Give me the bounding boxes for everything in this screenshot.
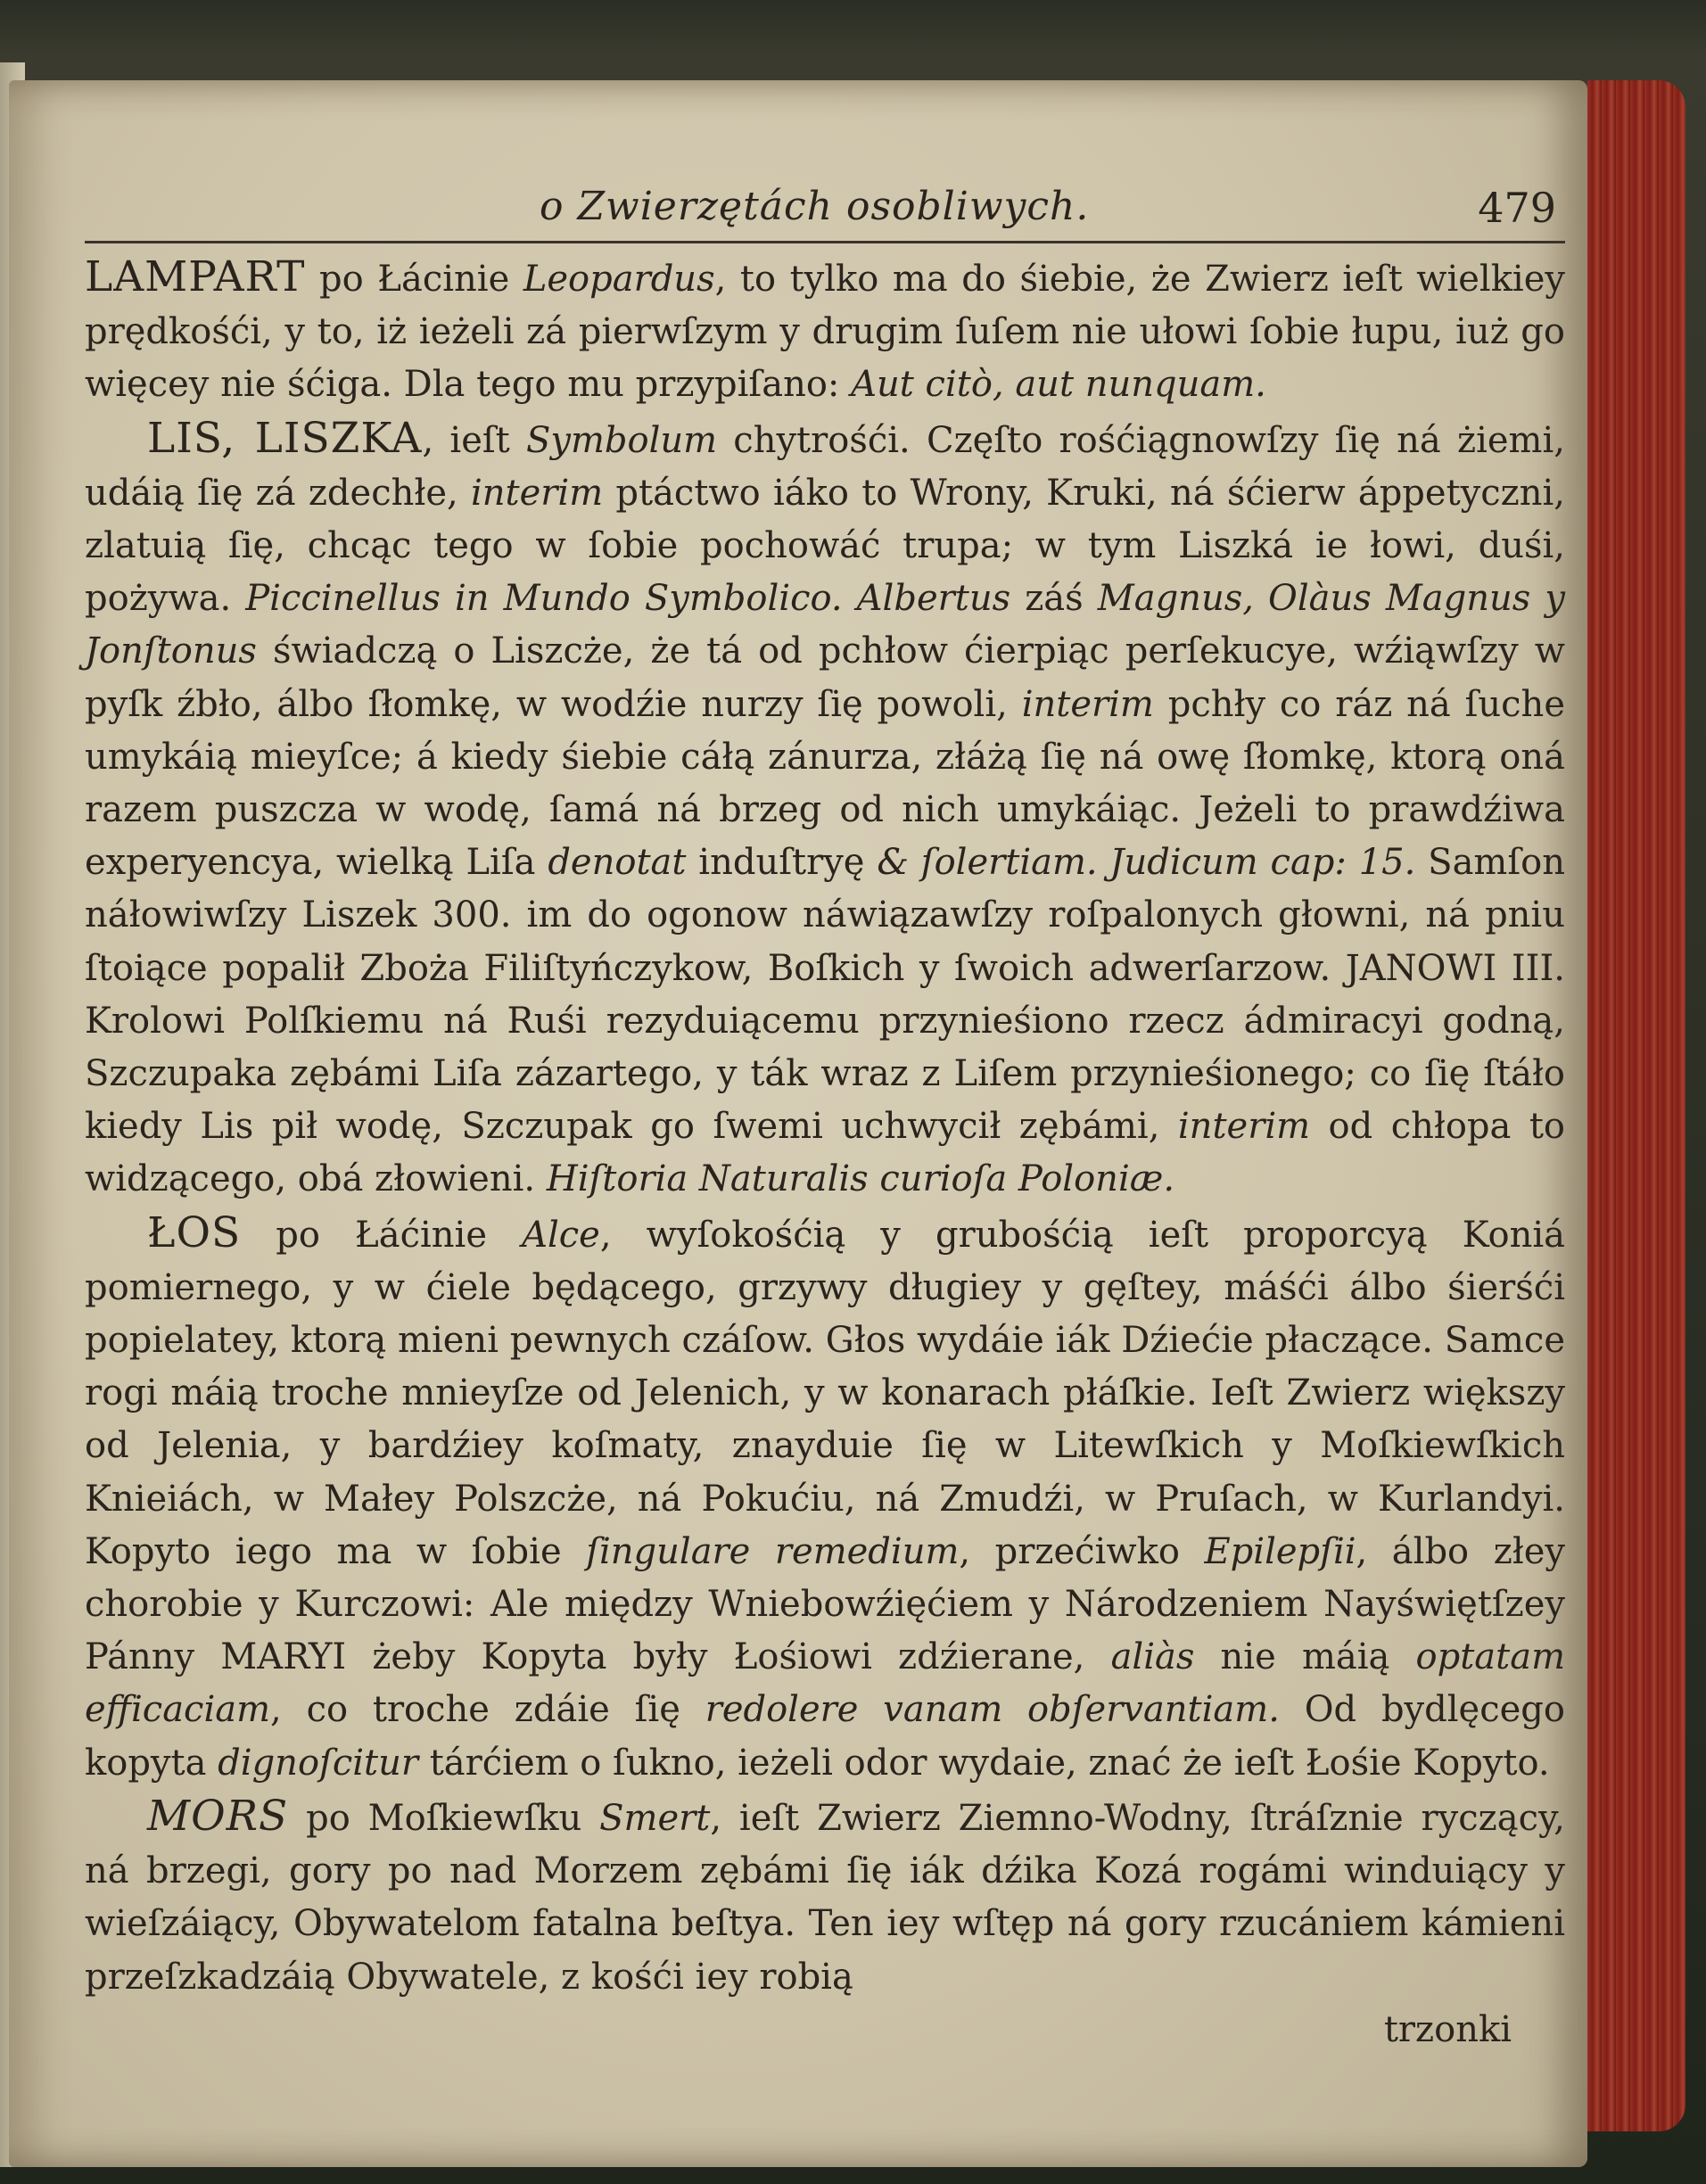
entry-los: ŁOS po Łáćinie Alce, wyſokośćią y grubośćią ieſt proporcyą Koniá pomiernego, y w ćiele będącego, grzywy długiey y gęſtey, máśći álbo śierśći popielatey, ktorą mieni pewnych czáſow. Głos wydáie iák Dźiećie płaczące. Samce rogi máią troche mnieyſze od Jelenich, y w konarach płáſkie. Ieſt Zwierz większy od Jelenia, y bardźiey koſmaty, znayduie ſię w Litewſkich y Moſkiewſkich Knieiách, w Małey Polszcże, ná Pokućiu, ná Zmudźi, w Pruſach, w Kurlandyi. Kopyto iego ma w ſobie ſingulare remedium, przećiwko Epilepſii, álbo złey chorobie y Kurczowi: Ale między Wniebowźięćiem y Národzeniem Nayświętſzey Pánny MARYI żeby Kopyta były Łośiowi zdźierane, aliàs nie máią optatam efficaciam, co troche zdáie ſię redolere vanam obſervantiam. Od bydlęcego kopyta dignoſcitur tárćiem o ſukno, ieżeli odor wydaie, znać że ieſt Łośie Kopyto.	[85, 1207, 1566, 1784]
running-title: o Zwierzętách osobliwych.	[540, 184, 1090, 229]
red-page-edges	[1587, 80, 1685, 2131]
page-text	[85, 178, 1565, 2056]
entry-mors: MORS po Moſkiewſku Smert, ieſt Zwierz Ziemno-Wodny, ſtráſznie ryczący, ná brzegi, gory po nad Morzem zębámi ſię iák dźika Kozá rogámi winduiący y wieſzáiący, Obywatelom fatalna beſtya. Ten iey wſtęp ná gory rzucániem kámieni przeſzkadzáią Obywatele, z kośći iey robią	[85, 1791, 1565, 1998]
entry-lampart: LAMPART po Łácinie Leopardus, to tylko ma do śiebie, że Zwierz ieſt wielkiey prędkośći, y to, iż ieżeli zá pierwſzym y drugim ſuſem nie ułowi ſobie łupu, iuż go więcey nie śćiga. Dla tego mu przypiſano: Aut citò, aut nunquam.	[85, 252, 1565, 406]
entry-lis: LIS, LISZKA, ieſt Symbolum chytrośći. Częſto rośćiągnowſzy ſię ná żiemi, udáią ſię zá zdechłe, interim ptáctwo iáko to Wrony, Kruki, ná śćierw áppetyczni, zlatuią ſię, chcąc tego w ſobie pochowáć trupa; w tym Liszká ie łowi, duśi, pożywa. Piccinellus in Mundo Symbolico. Albertus záś Magnus, Olàus Magnus y Jonſtonus świadczą o Liszcże, że tá od pchłow ćierpiąc perſekucye, wźiąwſzy w pyſk źbło, álbo ſłomkę, w wodźie nurzy ſię powoli, interim pchły co ráz ná ſuche umykáią mieyſce; á kiedy śiebie cáłą zánurza, złáżą ſię ná owę ſłomkę, ktorą oná razem puszcza w wodę, ſamá ná brzeg od nich umykáiąc. Jeżeli to prawdźiwa experyencya, wielką Liſa denotat induſtryę & ſolertiam. Judicum cap: 15. Samſon náłowiwſzy Liszek 300. im do ogonow náwiązawſzy roſpalonych głowni, ná pniu ſtoiące popalił Zboża Filiſtyńczykow, Boſkich y ſwoich adwerſarzow. JANOWI III. Krolowi Polſkiemu ná Ruśi rezyduiącemu przynieśiono rzecz ádmiracyi godną, Szczupaka zębámi Liſa zázartego, y ták wraz z Liſem przynieśionego; co ſię ſtáło kiedy Lis pił wodę, Szczupak go ſwemi uchwycił zębámi, interim od chłopa to widzącego, obá złowieni. Hiſtoria Naturalis curioſa Poloniæ.	[85, 413, 1566, 1200]
page-header	[85, 178, 1565, 243]
entry-head: LIS, LISZKA	[147, 413, 423, 463]
page-number: 479	[1478, 184, 1556, 232]
entry-head: MORS	[147, 1791, 289, 1841]
entry-head: ŁOS	[147, 1207, 242, 1257]
catchword: trzonki	[1383, 2008, 1512, 2050]
entry-head: LAMPART	[85, 252, 306, 301]
